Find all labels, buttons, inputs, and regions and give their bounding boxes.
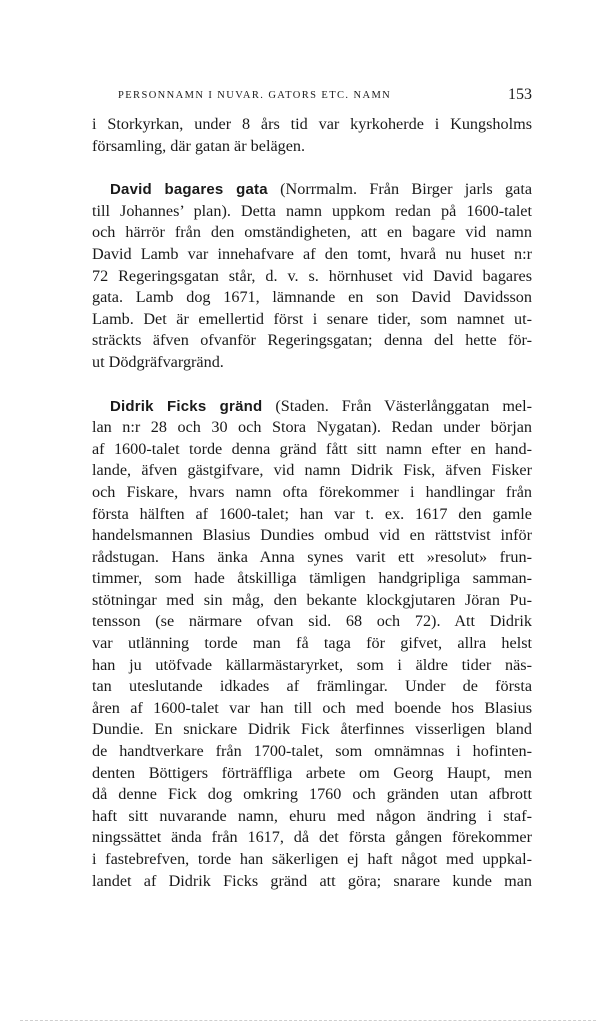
text-line: af 1600-talet torde denna gränd fått sitt namn efter en hand- (92, 439, 532, 458)
text-line: stötningar med sin måg, den bekante klockgjutaren Jöran Pu- (92, 590, 532, 609)
entry-didrik-ficks-grand (92, 396, 532, 893)
text-line: ningssättet ända från 1617, då det första gången förekommer (92, 828, 532, 847)
entry-first-line (92, 396, 532, 418)
text-line: de handtverkare från 1700-talet, som omnämnas i hofinten- (92, 742, 532, 761)
text-line: var utlänning torde man få taga för gifvet, allra helst (92, 634, 532, 653)
scan-edge-rule (20, 1020, 596, 1021)
text-line: Lamb. Det är emellertid först i senare tider, som namnet ut- (92, 309, 532, 328)
text-line: timmer, som hade åtskilliga tämligen handgripliga samman- (92, 569, 532, 588)
entry-heading: Didrik Ficks gränd (110, 397, 263, 415)
paragraph-gap (92, 374, 532, 396)
text-line: tensson (se närmare ofvan sid. 68 och 72). Att Didrik (92, 612, 532, 631)
text-line: rådstugan. Hans änka Anna synes varit ett »resolut» frun- (92, 547, 532, 566)
running-title: PERSONNAMN I NUVAR. GATORS ETC. NAMN (118, 90, 392, 101)
text-line: gata. Lamb dog 1671, lämnande en son David Davidsson (92, 288, 532, 307)
text-line: och Fiskare, hvars namn ofta förekommer i handlingar från (92, 482, 532, 501)
text-line: då denne Fick dog omkring 1760 och gränden utan afbrott (92, 785, 532, 804)
page-number: 153 (508, 86, 532, 103)
entry-first-line-text: (Staden. Från Västerlånggatan mel- (275, 396, 532, 415)
text-line: sträckts äfven ofvanför Regeringsgatan; denna del hette för- (92, 331, 532, 350)
text-line: åren af 1600-talet var han till och med boende hos Blasius (92, 698, 532, 717)
text-line: i Storkyrkan, under 8 års tid var kyrkoherde i Kungsholms (92, 115, 532, 133)
text-line: tan uteslutande idkades af främlingar. Under de första (92, 677, 532, 696)
text-line: David Lamb var innehafvare af den tomt, hvarå nu huset n:r (92, 244, 532, 263)
entry-first-line (92, 179, 532, 201)
entry-heading: David bagares gata (110, 181, 268, 199)
text-line: lan n:r 28 och 30 och Stora Nygatan). Redan under början (92, 418, 532, 437)
text-line: första hälften af 1600-talet; han var t. ex. 1617 den gamle (92, 504, 532, 523)
text-line: landet af Didrik Ficks gränd att göra; snarare kunde man (92, 871, 532, 890)
paragraph-gap (92, 157, 532, 179)
text-line: denten Böttigers förträffliga arbete om Georg Haupt, men (92, 763, 532, 782)
text-line: församling, där gatan är belägen. (92, 136, 306, 155)
text-line: han ju utöfvade källarmästaryrket, som i äldre tider näs- (92, 655, 532, 674)
text-line: i fastebrefven, torde han säkerligen ej haft något med uppkal- (92, 850, 532, 868)
text-line: handelsmannen Blasius Dundies ombud vid en rättstvist inför (92, 526, 532, 545)
text-line: till Johannes’ plan). Detta namn uppkom redan på 1600-talet (92, 201, 532, 220)
continued-paragraph (92, 114, 532, 157)
text-line: ut Dödgräfvargränd. (92, 352, 224, 371)
text-line: lande, äfven gästgifvare, vid namn Didrik Fisk, äfven Fisker (92, 461, 532, 480)
text-line: haft sitt nuvarande namn, ehuru med någon ändring i staf- (92, 806, 532, 825)
body-text (92, 114, 532, 892)
entry-first-line-text: (Norrmalm. Från Birger jarls gata (280, 180, 532, 199)
text-line: 72 Regeringsgatan står, d. v. s. hörnhuset vid David bagares (92, 266, 532, 285)
entry-david-bagares-gata (92, 179, 532, 373)
running-header (92, 86, 532, 110)
text-line: och härrör från den omständigheten, att en bagare vid namn (92, 223, 532, 242)
text-line: Dundie. En snickare Didrik Fick återfinnes visserligen bland (92, 720, 532, 739)
